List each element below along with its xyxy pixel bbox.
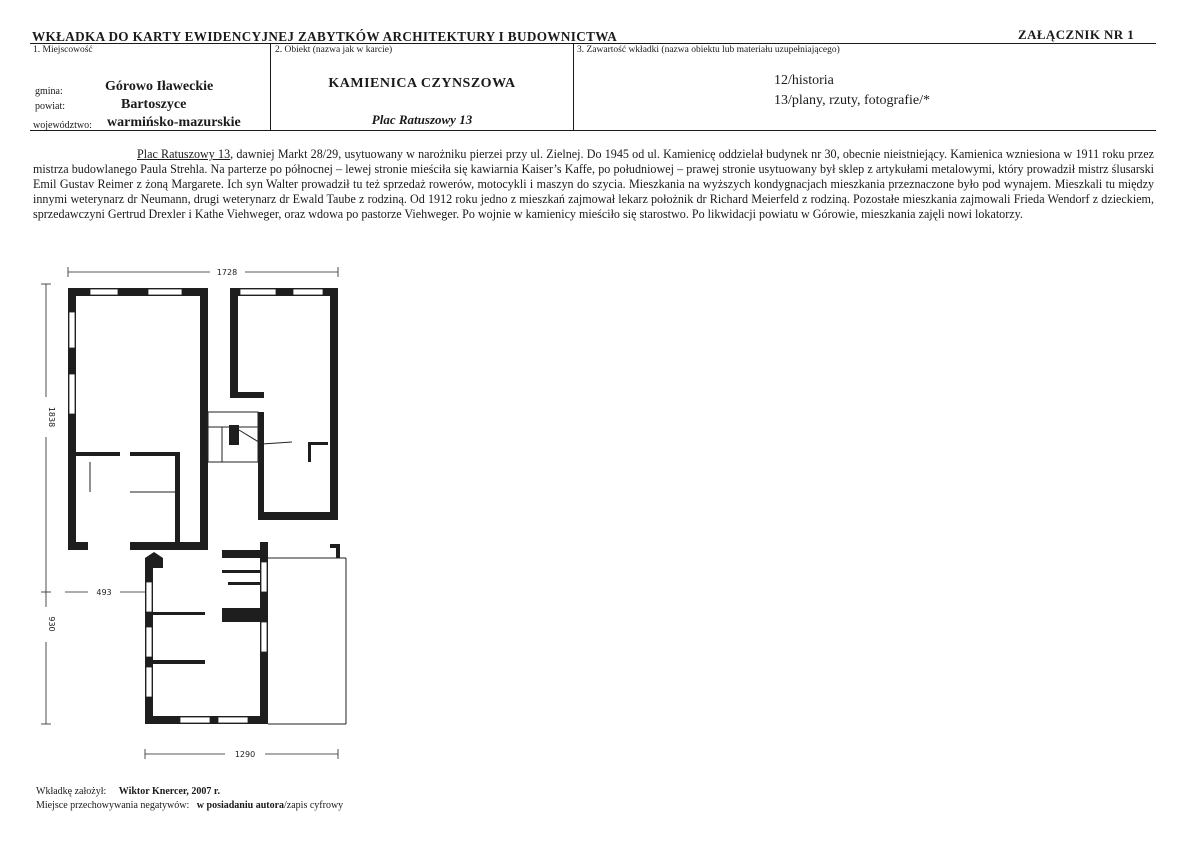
section3-header: 3. Zawartość wkładki (nazwa obiektu lub materiału uzupełniającego) xyxy=(577,45,840,55)
created-by-value: Wiktor Knercer, 2007 r. xyxy=(118,786,220,797)
storage-value: w posiadaniu autora xyxy=(196,800,285,811)
dimension-left-upper: 1838 xyxy=(47,406,56,428)
annex-number: ZAŁĄCZNIK NR 1 xyxy=(1018,27,1135,42)
voivodeship-value: warmińsko-mazurskie xyxy=(107,115,241,130)
created-by-line xyxy=(36,786,220,797)
dimension-top: 1728 xyxy=(216,268,238,277)
thin-lines xyxy=(90,412,346,724)
negatives-storage-line xyxy=(36,800,343,811)
section2-header: 2. Obiekt (nazwa jak w karcie) xyxy=(275,45,393,55)
dimension-left-lower: 930 xyxy=(47,616,56,632)
powiat-value: Bartoszyce xyxy=(121,97,187,112)
object-address: Plac Ratuszowy 13 xyxy=(371,112,473,127)
description-text: , dawniej Markt 28/29, usytuowany w narożniku pierzei przy ul. Zielnej. Do 1945 od ul. Kamienicę oddzielał budynek nr 30, obecnie nieistniejący. Kamienica wzniesiona w 1911 roku przez mistrza budowlanego Paula Strehla. Na parterze po północnej – lewej stronie mieściła się kawiarnia Kaiser’s Kaffe, po południowej – prawej stronie usytuowany był sklep z artykułami metalowymi, który prowadził mistrz ślusarski Emil Gustav Reimer z żoną Margarete. Ich syn Walter prowadził tu też sprzedaż rowerów, motocykli i maszyn do szycia. Mieszkania na wyższych kondygnacjach mieszkania przeznaczone było pod wynajem. Mieszkali tu między innymi weterynarz dr Neumann, drugi weterynarz dr Ewald Taube z rodziną. Od 1912 roku jedno z mieszkań zajmował lekarz położnik dr Richard Meierfeld z rodziną. Pozostałe mieszkania zajmowali Frieda Wendorf z dzieckiem, sprzedawczyni Gertrud Drexler i Kathe Viehweger, oraz wdowa po pastorze Viehweger. Po wojnie w kamienicy mieściło się starostwo. Po likwidacji powiatu w Górowie, mieszkania zajęli nowi lokatorzy. xyxy=(33,147,1154,221)
gmina-value: Górowo Iławeckie xyxy=(105,79,214,94)
header-rule xyxy=(30,43,1156,44)
object-name: KAMIENICA CZYNSZOWA xyxy=(328,76,516,91)
gmina-label: gmina: xyxy=(35,86,63,97)
dimension-mid: 493 xyxy=(96,588,112,597)
storage-label: Miejsce przechowywania negatywów: xyxy=(36,800,190,811)
powiat-label: powiat: xyxy=(35,101,65,112)
column-divider-2 xyxy=(573,43,574,131)
history-description xyxy=(33,147,1154,222)
voivodeship-label: województwo: xyxy=(33,120,92,131)
storage-suffix: /zapis cyfrowy xyxy=(284,800,344,811)
content-line-1: 12/historia xyxy=(774,73,834,88)
dimension-bottom: 1290 xyxy=(234,750,256,759)
floor-plan-drawing xyxy=(30,262,360,767)
walls xyxy=(68,288,340,724)
document-title: WKŁADKA DO KARTY EWIDENCYJNEJ ZABYTKÓW ARCHITEKTURY I BUDOWNICTWA xyxy=(32,29,618,44)
section1-header: 1. Miejscowość xyxy=(33,45,93,55)
windows xyxy=(69,289,323,723)
created-by-label: Wkładkę założył: xyxy=(36,786,107,797)
description-lead: Plac Ratuszowy 13 xyxy=(137,147,231,161)
content-line-2: 13/plany, rzuty, fotografie/* xyxy=(774,93,931,108)
